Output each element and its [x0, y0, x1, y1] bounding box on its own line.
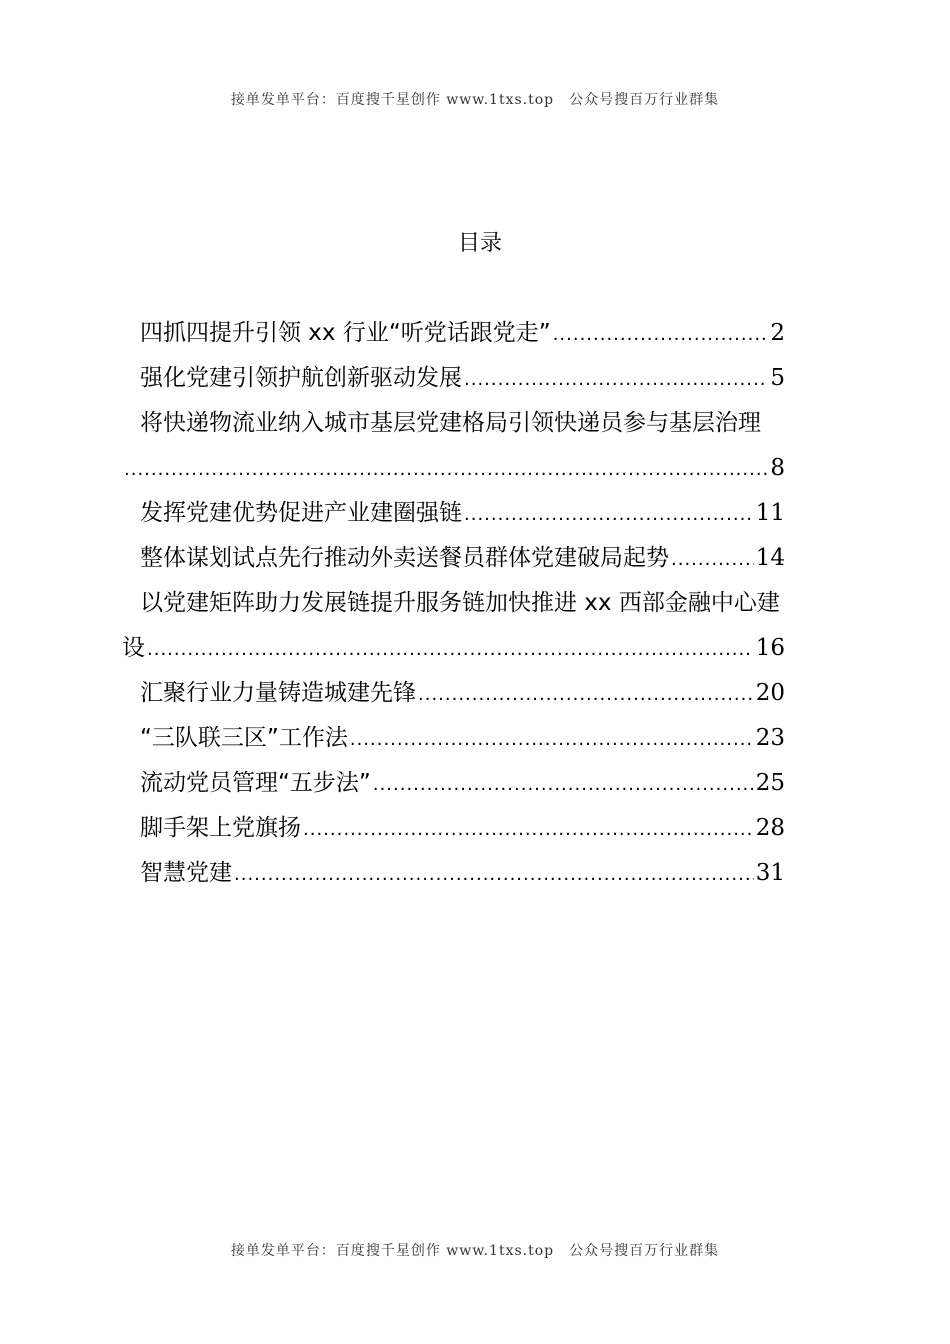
dot-leader [373, 762, 754, 807]
toc-page-number: 5 [770, 365, 785, 391]
toc-entry-6-line-1[interactable]: 以党建矩阵助力发展链提升服务链加快推进 xx 西部金融中心建 [140, 590, 780, 616]
toc-entry-2[interactable] [122, 356, 785, 401]
toc-entry-3[interactable] [122, 446, 785, 491]
toc-page-number: 28 [755, 815, 785, 841]
dot-leader [464, 492, 754, 537]
toc-entry-9[interactable] [122, 761, 785, 806]
dot-leader [303, 807, 754, 852]
toc-entry-text: 汇聚行业力量铸造城建先锋 [140, 680, 416, 706]
toc-entry-text: 脚手架上党旗扬 [140, 815, 301, 841]
dot-leader [124, 447, 768, 492]
toc-entry-3-line-1[interactable]: 将快递物流业纳入城市基层党建格局引领快递员参与基层治理 [140, 410, 761, 436]
toc-page-number: 25 [755, 770, 785, 796]
toc-entry-1[interactable] [122, 311, 785, 356]
dot-leader [671, 537, 754, 582]
dot-leader [234, 852, 754, 897]
toc-entry-text: 流动党员管理“五步法” [140, 770, 371, 796]
dot-leader [553, 312, 769, 357]
toc-entry-text: 发挥党建优势促进产业建圈强链 [140, 500, 462, 526]
page-footer: 接单发单平台：百度搜千星创作 www.1txs.top 公众号搜百万行业群集 [230, 1243, 720, 1259]
toc-entry-8[interactable] [122, 716, 785, 761]
toc-page-number: 23 [755, 725, 785, 751]
dot-leader [464, 357, 768, 402]
toc-page-number: 2 [770, 320, 785, 346]
dot-leader [147, 627, 754, 672]
toc-entry-text: 整体谋划试点先行推动外卖送餐员群体党建破局起势 [140, 545, 669, 571]
toc-entry-4[interactable] [122, 491, 785, 536]
dot-leader [418, 672, 754, 717]
toc-page-number: 16 [755, 635, 785, 661]
toc-entry-text: 四抓四提升引领 xx 行业“听党话跟党走” [140, 320, 551, 346]
toc-entry-6[interactable] [122, 626, 785, 671]
toc-title: 目录 [457, 231, 502, 256]
toc-entry-11[interactable] [122, 851, 785, 896]
toc-page-number: 14 [755, 545, 785, 571]
toc-entry-7[interactable] [122, 671, 785, 716]
toc-entry-text: 智慧党建 [140, 860, 232, 886]
toc-entry-text: 强化党建引领护航创新驱动发展 [140, 365, 462, 391]
toc-entry-text: 设 [122, 635, 145, 661]
toc-page-number: 31 [755, 860, 785, 886]
toc-entry-10[interactable] [122, 806, 785, 851]
toc-page-number: 11 [755, 500, 785, 526]
toc-entry-text: “三队联三区”工作法 [140, 725, 348, 751]
toc-page-number: 8 [770, 455, 785, 481]
page-header: 接单发单平台：百度搜千星创作 www.1txs.top 公众号搜百万行业群集 [230, 92, 720, 108]
table-of-contents [122, 311, 785, 896]
toc-entry-5[interactable] [122, 536, 785, 581]
toc-page-number: 20 [755, 680, 785, 706]
dot-leader [350, 717, 754, 762]
